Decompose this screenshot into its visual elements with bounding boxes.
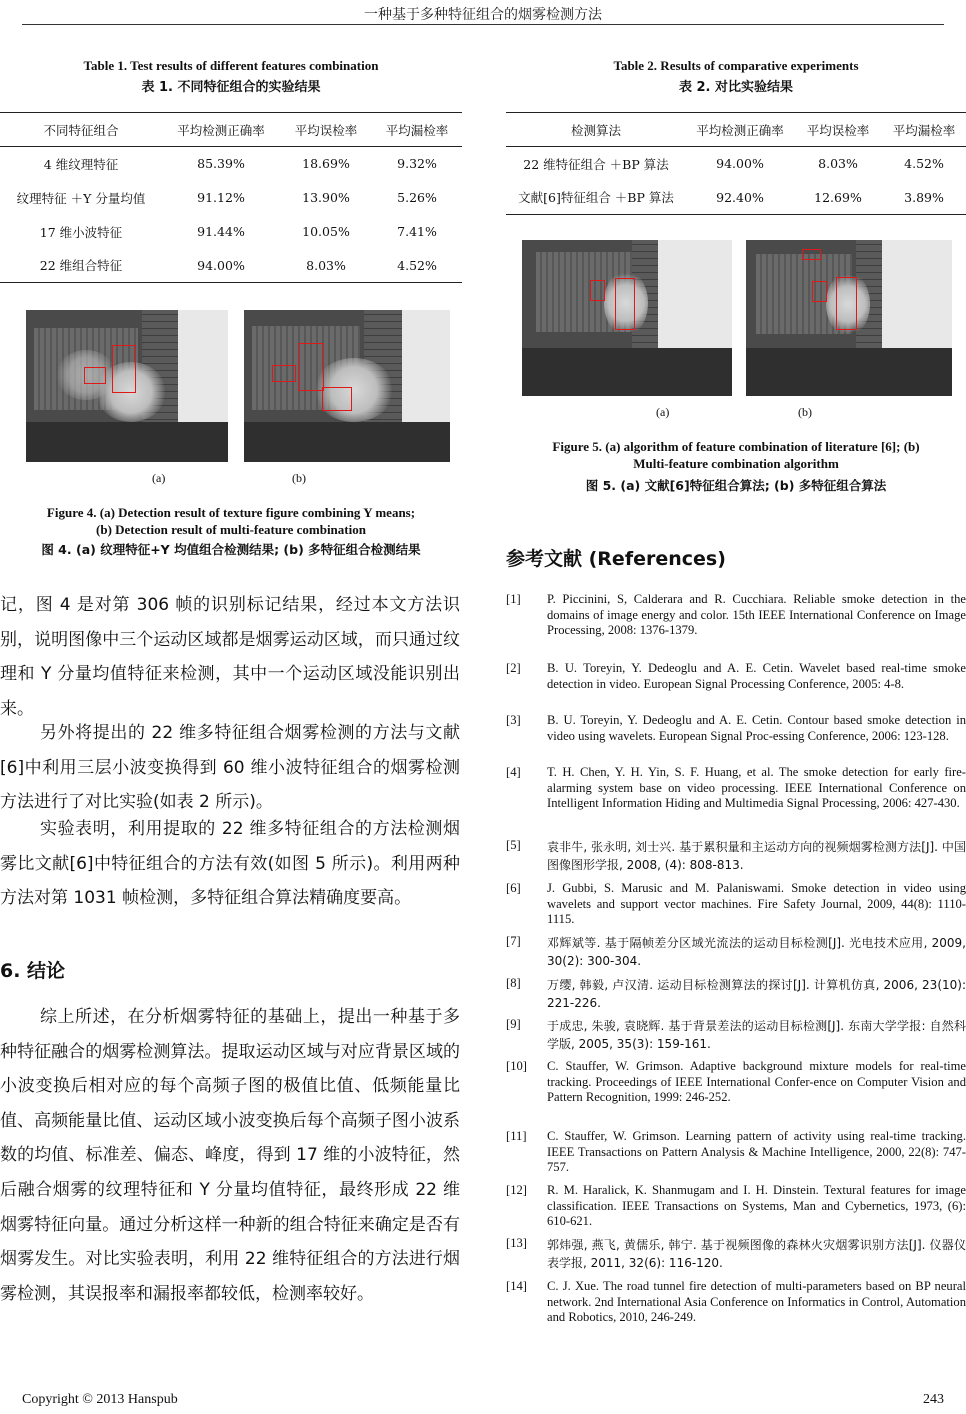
reference-item	[506, 1236, 966, 1272]
reference-text: 于成忠, 朱骏, 袁晓辉. 基于背景差法的运动目标检测[J]. 东南大学学报: 自然科学版, 2005, 35(3): 159-161.	[547, 1019, 966, 1051]
reference-item	[506, 765, 966, 812]
figure5b-image	[746, 240, 952, 396]
reference-number: [3]	[506, 713, 521, 727]
figure4b-image	[244, 310, 450, 462]
reference-item	[506, 934, 966, 970]
table-cell: 18.69%	[302, 156, 350, 172]
table1-header: 平均漏检率	[385, 122, 449, 138]
table2-caption-zh: 表 2. 对比实验结果	[678, 80, 794, 95]
figure4-label-a: (a)	[152, 471, 166, 485]
table2-header: 平均检测正确率	[696, 122, 784, 138]
paragraph: 综上所述，在分析烟雾特征的基础上，提出一种基于多种特征融合的烟雾检测算法。提取运动区域与对应背景区域的小波变换后相对应的每个高频子图的极值比值、低频能量比值、高频能量比值、运动区域小波变换后每个高频子图小波系数的均值、标准差、偏态、峰度，得到 17 维的小波特征，然后融合烟雾的纹理特征和 Y 分量均值特征，最终形成 22 维烟雾特征向量。通过分析这样一种新的组合特征来确定是否有烟雾发生。对比实验表明，利用 22 维特征组合的方法进行烟雾检测，其误报率和漏报率都较低，检测率较好。	[0, 1007, 460, 1304]
table1-header: 平均误检率	[294, 122, 358, 138]
reference-number: [6]	[506, 881, 521, 895]
reference-number: [2]	[506, 661, 521, 675]
reference-item	[506, 1017, 966, 1053]
table1	[0, 112, 462, 283]
detection-box	[836, 277, 857, 330]
table-cell: 4.52%	[904, 156, 944, 172]
table-cell: 3.89%	[904, 189, 944, 205]
detection-box	[812, 281, 827, 302]
references-heading: 参考文献 (References)	[506, 548, 726, 570]
table1-header: 平均检测正确率	[177, 122, 265, 138]
table-cell: 12.69%	[814, 189, 862, 205]
page-number: 243	[923, 1392, 944, 1407]
reference-item	[506, 881, 966, 928]
table-cell: 文献[6]特征组合 ＋BP 算法	[518, 190, 674, 206]
table2-header: 平均漏检率	[892, 122, 956, 138]
table-cell: 22 维特征组合 ＋BP 算法	[523, 156, 669, 172]
detection-box	[322, 387, 352, 411]
detection-box	[615, 278, 635, 330]
reference-item	[506, 1279, 966, 1326]
section-heading: 6. 结论	[0, 960, 66, 982]
reference-item	[506, 1129, 966, 1176]
reference-text: B. U. Toreyin, Y. Dedeoglu and A. E. Cetin. Contour based smoke detection in video using wavelets. European Signal Proc-essing Conference, 2006: 123-128.	[547, 713, 966, 743]
reference-item	[506, 661, 966, 692]
reference-number: [12]	[506, 1183, 527, 1197]
detection-box	[802, 249, 821, 260]
figure5-label-a: (a)	[656, 405, 670, 419]
table-cell: 9.32%	[397, 156, 437, 172]
detection-box	[272, 365, 296, 382]
header-rule	[22, 24, 944, 25]
reference-item	[506, 713, 966, 744]
reference-text: J. Gubbi, S. Marusic and M. Palaniswami. Smoke detection in video using wavelets and support vector machines. Fire Safety Journal, 2009, 44(8): 1110-1115.	[547, 881, 966, 927]
table2-caption-en: Table 2. Results of comparative experiments	[613, 58, 859, 73]
reference-item	[506, 976, 966, 1012]
table-row	[0, 215, 462, 249]
figure5a-image	[522, 240, 732, 396]
table-row	[506, 181, 966, 215]
figure5-caption-en-1: Figure 5. (a) algorithm of feature combination of literature [6]; (b)	[552, 439, 920, 454]
reference-number: [5]	[506, 838, 521, 852]
reference-text: B. U. Toreyin, Y. Dedeoglu and A. E. Cetin. Wavelet based real-time smoke detection in video. European Signal Processing Conference, 2005: 4-8.	[547, 661, 966, 691]
reference-text: C. Stauffer, W. Grimson. Learning pattern of activity using real-time tracking. IEEE Transactions on Pattern Analysis & Machine Intelligence, 2000, 22(8): 747-757.	[547, 1129, 966, 1175]
reference-number: [8]	[506, 976, 521, 990]
reference-text: P. Piccinini, S, Calderara and R. Cucchiara. Reliable smoke detection in the domains of image energy and color. 15th IEEE International Conference on Image Processing, 2008: 1376-1379.	[547, 592, 966, 638]
table-row	[506, 147, 966, 181]
detection-box	[590, 280, 605, 301]
reference-text: C. Stauffer, W. Grimson. Adaptive background mixture models for real-time tracking. Proceedings of IEEE International Confer-ence on Computer Vision and Pattern Recognition, 1999: 246-252.	[547, 1059, 966, 1105]
reference-number: [9]	[506, 1017, 521, 1031]
reference-text: 郭炜强, 燕飞, 黄儒乐, 韩宁. 基于视频图像的森林火灾烟雾识别方法[J]. 仪器仪表学报, 2011, 32(6): 116-120.	[547, 1238, 966, 1270]
table-cell: 8.03%	[818, 156, 858, 172]
detection-box	[84, 367, 106, 384]
running-header: 一种基于多种特征组合的烟雾检测方法	[364, 7, 602, 23]
paragraph: 另外将提出的 22 维多特征组合烟雾检测的方法与文献[6]中利用三层小波变换得到 60 维小波特征组合的烟雾检测方法进行了对比实验(如表 2 所示)。	[0, 723, 460, 813]
figure5-label-b: (b)	[798, 405, 812, 419]
reference-number: [13]	[506, 1236, 527, 1250]
reference-text: C. J. Xue. The road tunnel fire detection of multi-parameters based on BP neural network. 2nd International Asia Conference on Informatics in Control, Automation and Robotics, 2010, 246-249.	[547, 1279, 966, 1325]
figure5-caption-en-2: Multi-feature combination algorithm	[633, 456, 839, 471]
figure4-caption-en-2: (b) Detection result of multi-feature combination	[96, 522, 366, 537]
reference-number: [4]	[506, 765, 521, 779]
reference-number: [7]	[506, 934, 521, 948]
reference-item	[506, 1059, 966, 1106]
table-cell: 91.44%	[197, 224, 245, 239]
table-cell: 91.12%	[197, 190, 245, 205]
table-cell: 4 维纹理特征	[43, 156, 119, 172]
detection-box	[298, 343, 324, 391]
table-row	[0, 181, 462, 215]
reference-item	[506, 838, 966, 874]
table1-header: 不同特征组合	[43, 122, 119, 138]
reference-text: 袁非牛, 张永明, 刘士兴. 基于累积量和主运动方向的视频烟雾检测方法[J]. 中国图像图形学报, 2008, (4): 808-813.	[547, 840, 966, 872]
table-row	[0, 147, 462, 181]
table-cell: 92.40%	[716, 189, 764, 205]
figure4-label-b: (b)	[292, 471, 306, 485]
figure5-caption-zh: 图 5. (a) 文献[6]特征组合算法; (b) 多特征组合算法	[585, 478, 887, 493]
paragraph: 实验表明，利用提取的 22 维多特征组合的方法检测烟雾比文献[6]中特征组合的方法有效(如图 5 所示)。利用两种方法对第 1031 帧检测，多特征组合算法精确度要高。	[0, 819, 460, 909]
table-cell: 94.00%	[197, 257, 245, 273]
table-cell: 纹理特征 ＋Y 分量均值	[16, 190, 146, 206]
table-cell: 7.41%	[397, 224, 437, 239]
table2-header: 检测算法	[570, 122, 621, 138]
table2-header: 平均误检率	[806, 122, 870, 138]
reference-text: R. M. Haralick, K. Shanmugam and I. H. Dinstein. Textural features for image classification. IEEE Transactions on Systems, Man and Cybernetics, 1973, (6): 610-621.	[547, 1183, 966, 1229]
reference-text: 邓辉斌等. 基于隔帧差分区域光流法的运动目标检测[J]. 光电技术应用, 2009, 30(2): 300-304.	[547, 936, 966, 968]
table-cell: 4.52%	[397, 257, 437, 273]
footer-copyright: Copyright © 2013 Hanspub	[22, 1392, 178, 1407]
reference-item	[506, 1183, 966, 1230]
reference-text: 万缨, 韩毅, 卢汉清. 运动目标检测算法的探讨[J]. 计算机仿真, 2006, 23(10): 221-226.	[547, 978, 966, 1010]
table-cell: 8.03%	[306, 257, 346, 273]
detection-box	[112, 345, 136, 393]
table-row	[0, 249, 462, 283]
table-cell: 13.90%	[302, 190, 350, 205]
table1-caption-en: Table 1. Test results of different features combination	[83, 58, 379, 73]
table-cell: 5.26%	[397, 190, 437, 205]
figure4-caption-zh: 图 4. (a) 纹理特征+Y 均值组合检测结果; (b) 多特征组合检测结果	[41, 542, 421, 557]
table-cell: 85.39%	[197, 156, 245, 172]
reference-number: [1]	[506, 592, 521, 606]
table-cell: 94.00%	[716, 156, 764, 172]
paragraph: 记，图 4 是对第 306 帧的识别标记结果，经过本文方法识别，说明图像中三个运动区域都是烟雾运动区域，而只通过纹理和 Y 分量均值特征来检测，其中一个运动区域没能识别出来。	[0, 595, 460, 719]
figure4a-image	[26, 310, 228, 462]
reference-item	[506, 592, 966, 639]
table1-caption-zh: 表 1. 不同特征组合的实验结果	[141, 80, 321, 95]
reference-number: [14]	[506, 1279, 527, 1293]
table-cell: 10.05%	[302, 224, 350, 239]
reference-text: T. H. Chen, Y. H. Yin, S. F. Huang, et al. The smoke detection for early fire-alarming system base on video processing. IEEE International Conference on Intelligent Information Hiding and Multimedia Signal Processing, 2006: 427-430.	[547, 765, 966, 811]
table-cell: 17 维小波特征	[39, 224, 123, 240]
reference-number: [11]	[506, 1129, 527, 1143]
reference-number: [10]	[506, 1059, 527, 1073]
table2	[506, 112, 966, 215]
table-cell: 22 维组合特征	[39, 258, 123, 274]
figure4-caption-en-1: Figure 4. (a) Detection result of texture figure combining Y means;	[46, 505, 416, 520]
